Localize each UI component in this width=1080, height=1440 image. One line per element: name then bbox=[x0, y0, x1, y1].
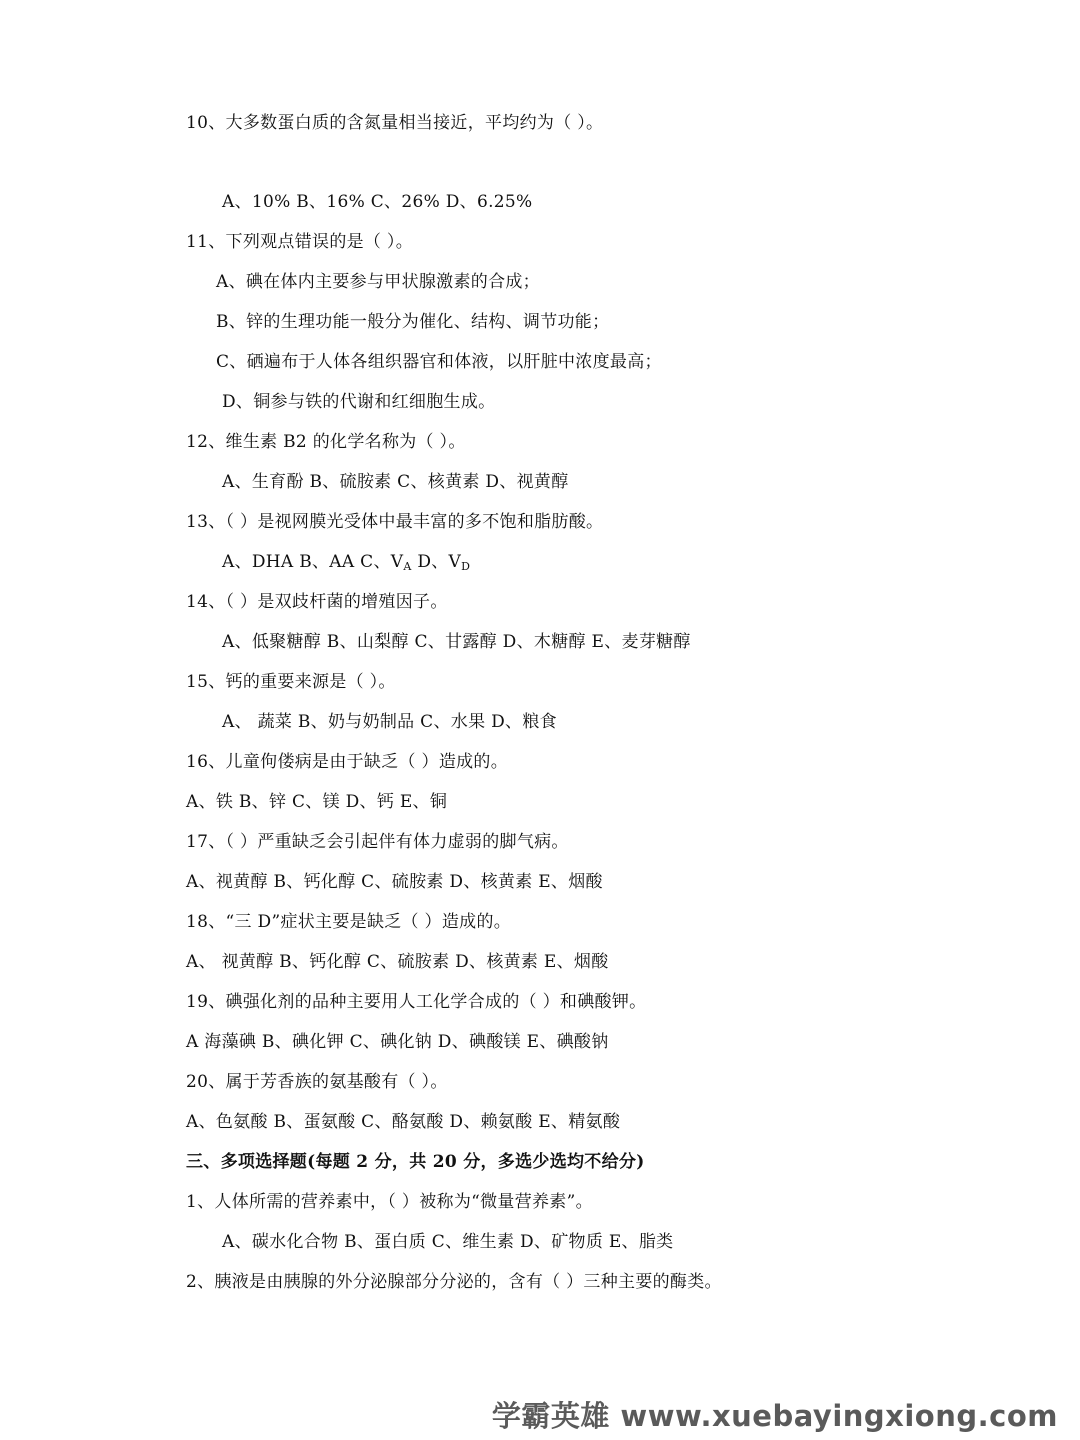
question-15: 15、钙的重要来源是（ ）。 bbox=[186, 672, 396, 692]
question-14-options: A、低聚糖醇 B、山梨醇 C、甘露醇 D、木糖醇 E、麦芽糖醇 bbox=[222, 632, 691, 652]
question-11-option-b: B、锌的生理功能一般分为催化、结构、调节功能； bbox=[216, 312, 610, 332]
question-13-options-mid: D、V bbox=[411, 552, 462, 572]
question-17: 17、（ ）严重缺乏会引起伴有体力虚弱的脚气病。 bbox=[186, 832, 569, 852]
subscript-a: A bbox=[403, 560, 412, 573]
question-20-options: A、色氨酸 B、蛋氨酸 C、酪氨酸 D、赖氨酸 E、精氨酸 bbox=[186, 1112, 621, 1132]
question-10: 10、大多数蛋白质的含氮量相当接近，平均约为（ ）。 bbox=[186, 113, 604, 133]
question-18-options: A、 视黄醇 B、钙化醇 C、硫胺素 D、核黄素 E、烟酸 bbox=[186, 952, 609, 972]
question-19: 19、碘强化剂的品种主要用人工化学合成的（ ）和碘酸钾。 bbox=[186, 992, 647, 1012]
question-16: 16、儿童佝偻病是由于缺乏（ ）造成的。 bbox=[186, 752, 509, 772]
question-19-options: A 海藻碘 B、碘化钾 C、碘化钠 D、碘酸镁 E、碘酸钠 bbox=[186, 1032, 609, 1052]
question-10-options: A、10% B、16% C、26% D、6.25% bbox=[222, 192, 533, 212]
question-14: 14、（ ）是双歧杆菌的增殖因子。 bbox=[186, 592, 448, 612]
question-20: 20、属于芳香族的氨基酸有（ ）。 bbox=[186, 1072, 448, 1092]
question-13-options bbox=[222, 551, 470, 578]
question-11: 11、下列观点错误的是（ ）。 bbox=[186, 232, 414, 252]
question-15-options: A、 蔬菜 B、奶与奶制品 C、水果 D、粮食 bbox=[222, 712, 557, 732]
question-11-option-d: D、铜参与铁的代谢和红细胞生成。 bbox=[222, 392, 496, 412]
subscript-d: D bbox=[461, 560, 471, 573]
question-17-options: A、视黄醇 B、钙化醇 C、硫胺素 D、核黄素 E、烟酸 bbox=[186, 872, 603, 892]
question-12: 12、维生素 B2 的化学名称为（ ）。 bbox=[186, 432, 466, 452]
question-13: 13、（ ）是视网膜光受体中最丰富的多不饱和脂肪酸。 bbox=[186, 512, 604, 532]
question-16-options: A、铁 B、锌 C、镁 D、钙 E、铜 bbox=[186, 792, 448, 812]
site-watermark: 学霸英雄 www.xuebayingxiong.com bbox=[491, 1399, 1058, 1433]
multi-question-1: 1、人体所需的营养素中，（ ）被称为“微量营养素”。 bbox=[186, 1192, 593, 1212]
question-12-options: A、生育酚 B、硫胺素 C、核黄素 D、视黄醇 bbox=[222, 472, 569, 492]
multi-question-1-options: A、碳水化合物 B、蛋白质 C、维生素 D、矿物质 E、脂类 bbox=[222, 1232, 674, 1252]
question-11-option-c: C、硒遍布于人体各组织器官和体液，以肝脏中浓度最高； bbox=[216, 352, 662, 372]
section-heading-multiple-choice: 三、多项选择题(每题 2 分，共 20 分，多选少选均不给分) bbox=[186, 1152, 645, 1172]
question-18: 18、“三 D”症状主要是缺乏（ ）造成的。 bbox=[186, 912, 512, 932]
question-13-options-main: A、DHA B、AA C、V bbox=[222, 552, 404, 572]
multi-question-2: 2、胰液是由胰腺的外分泌腺部分分泌的，含有（ ）三种主要的酶类。 bbox=[186, 1272, 722, 1292]
question-11-option-a: A、碘在体内主要参与甲状腺激素的合成； bbox=[216, 272, 540, 292]
